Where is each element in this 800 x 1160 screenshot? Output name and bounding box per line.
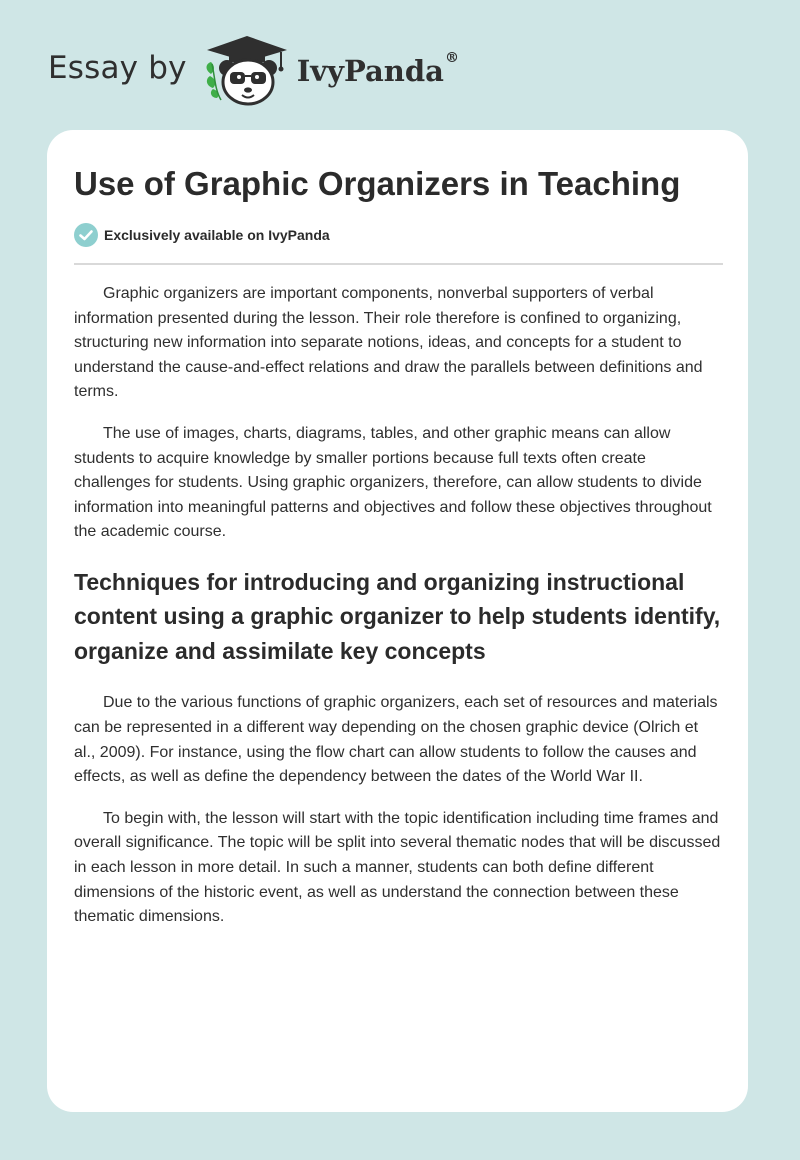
registered-mark: ® — [444, 50, 459, 66]
check-circle-icon — [74, 223, 98, 247]
essay-content — [74, 160, 723, 930]
paragraph: To begin with, the lesson will start with the topic identification including time frames and overall significance. The topic will be split into several thematic nodes that will be discussed in each lesson in more detail. In such a manner, students can both define different dimensions of the historic event, as well as understand the connection between these thematic dimensions. — [74, 809, 721, 926]
brand-name: IvyPanda® — [296, 50, 459, 88]
paragraph: Due to the various functions of graphic organizers, each set of resources and materials can be represented in a different way depending on the chosen graphic device (Olrich et al., 2009). For instance, using the flow chart can allow students to follow the causes and effects, as well as define the dependency between the dates of the World War II. — [74, 694, 718, 786]
page-title: Use of Graphic Organizers in Teaching — [74, 165, 681, 202]
paragraph: Graphic organizers are important components, nonverbal supporters of verbal information presented during the lesson. Their role therefore is confined to organizing, structuring new information into separate notions, ideas, and concepts for a student to understand the cause-and-effect relations and draw the parallels between definitions and terms. — [74, 285, 703, 401]
exclusive-badge-label: Exclusively available on IvyPanda — [104, 227, 330, 243]
exclusive-badge — [74, 222, 723, 248]
divider — [74, 263, 723, 265]
essay-by-label: Essay by — [48, 50, 187, 86]
panda-logo-icon — [201, 34, 293, 106]
essay-card — [47, 130, 748, 1112]
site-header — [48, 34, 459, 106]
section-heading: Techniques for introducing and organizing instructional content using a graphic organizer to help students identify, organize and assimilate key concepts — [74, 568, 721, 664]
paragraph: The use of images, charts, diagrams, tables, and other graphic means can allow students to acquire knowledge by smaller portions because full texts often create challenges for students. Using graphic organizers, therefore, can allow students to divide information into meaningful patterns and objectives and follow these objectives throughout the academic course. — [74, 424, 712, 541]
